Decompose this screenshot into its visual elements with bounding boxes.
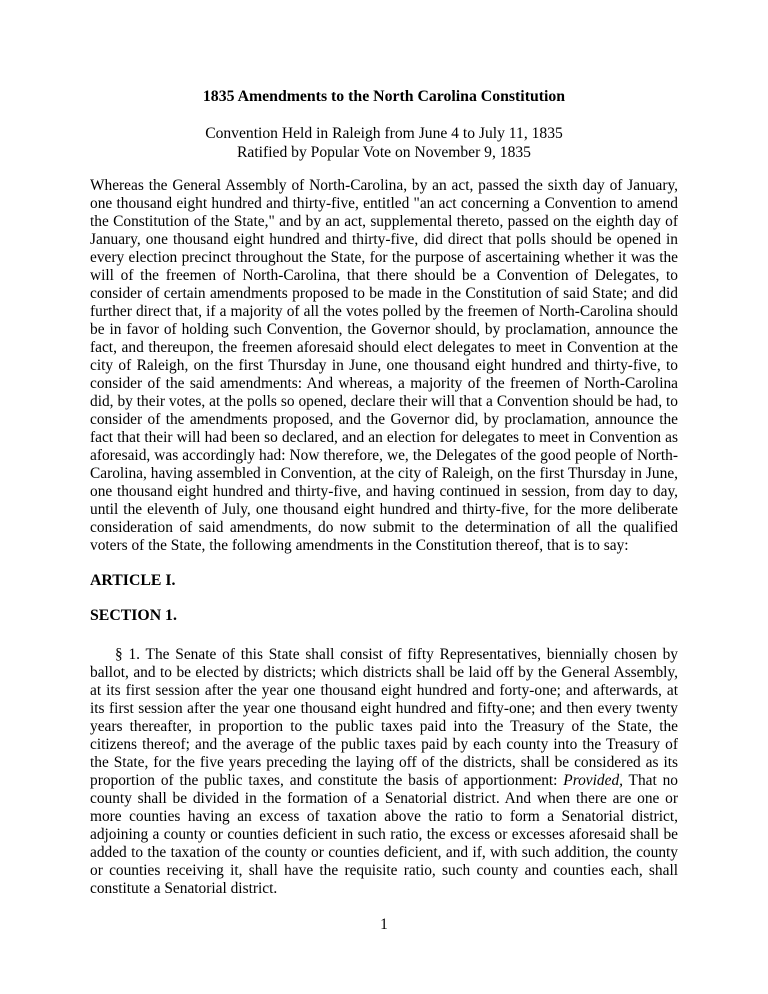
section-1-text-after-provided: That no county shall be divided in the formation of a Senatorial district. And when there are one or more counties having an excess of taxation above the ratio to form a Senatorial district, adjoining a county or counties deficient in such ratio, the excess or excesses aforesaid shall be added to the taxation of the county or counties deficient, and if, with such addition, the county or counties receiving it, shall have the requisite ratio, such county and counties each, shall constitute a Senatorial district. <box>90 772 678 897</box>
section-1-heading: SECTION 1. <box>90 607 177 624</box>
section-1-text-before-provided: § 1. The Senate of this State shall consist of fifty Representatives, biennially chosen by ballot, and to be elected by districts; which districts shall be laid off by the General Assembly, at its first session after the year one thousand eight hundred and forty-one; and afterwards, at its first session after the year one thousand eight hundred and fifty-one; and then every twenty years thereafter, in proportion to the public taxes paid into the Treasury of the State, the citizens thereof; and the average of the public taxes paid by each county into the Treasury of the State, for the five years preceding the laying off of the districts, shall be considered as its proportion of the public taxes, and constitute the basis of apportionment: <box>90 646 678 789</box>
subtitle-line-1: Convention Held in Raleigh from June 4 to July 11, 1835 <box>205 125 563 142</box>
subtitle-line-2: Ratified by Popular Vote on November 9, 1835 <box>237 144 531 161</box>
page-number: 1 <box>380 916 388 933</box>
section-1-provided-italic: Provided, <box>563 772 623 789</box>
preamble-paragraph: Whereas the General Assembly of North-Carolina, by an act, passed the sixth day of January, one thousand eight hundred and thirty-five, entitled "an act concerning a Convention to amend the Constitution of the State," and by an act, supplemental thereto, passed on the eighth day of January, one thousand eight hundred and thirty-five, did direct that polls should be opened in every election precinct throughout the State, for the purpose of ascertaining whether it was the will of the freemen of North-Carolina, that there should be a Convention of Delegates, to consider of certain amendments proposed to be made in the Constitution of said State; and did further direct that, if a majority of all the votes polled by the freemen of North-Carolina should be in favor of holding such Convention, the Governor should, by proclamation, announce the fact, and thereupon, the freemen aforesaid should elect delegates to meet in Convention at the city of Raleigh, on the first Thursday in June, one thousand eight hundred and thirty-five, to consider of the said amendments: And whereas, a majority of the freemen of North-Carolina did, by their votes, at the polls so opened, declare their will that a Convention should be had, to consider of the amendments proposed, and the Governor did, by proclamation, announce the fact that their will had been so declared, and an election for delegates to meet in Convention as aforesaid, was accordingly had: Now therefore, we, the Delegates of the good people of North-Carolina, having assembled in Convention, at the city of Raleigh, on the first Thursday in June, one thousand eight hundred and thirty-five, and having continued in session, from day to day, until the eleventh of July, one thousand eight hundred and thirty-five, for the more deliberate consideration of said amendments, do now submit to the determination of all the qualified voters of the State, the following amendments in the Constitution thereof, that is to say: <box>90 177 678 554</box>
section-1-paragraph <box>90 646 678 898</box>
article-1-heading: ARTICLE I. <box>90 572 176 589</box>
document-subtitle <box>90 124 678 162</box>
document-title: 1835 Amendments to the North Carolina Constitution <box>202 88 566 105</box>
